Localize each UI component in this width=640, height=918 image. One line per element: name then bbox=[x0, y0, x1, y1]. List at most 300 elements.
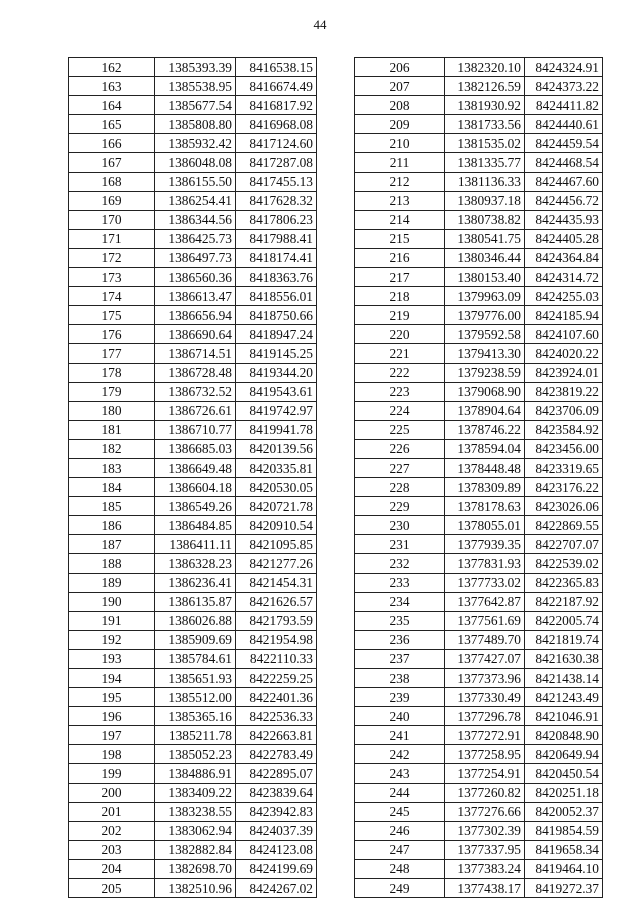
y-coordinate-cell: 8419344.20 bbox=[236, 363, 317, 382]
table-row bbox=[355, 611, 603, 630]
point-number-cell: 229 bbox=[355, 497, 445, 516]
table-row bbox=[355, 783, 603, 802]
y-coordinate-cell: 8423819.22 bbox=[525, 382, 603, 401]
x-coordinate-cell: 1378309.89 bbox=[445, 478, 525, 497]
table-row bbox=[69, 630, 317, 649]
x-coordinate-cell: 1379068.90 bbox=[445, 382, 525, 401]
point-number-cell: 238 bbox=[355, 669, 445, 688]
point-number-cell: 177 bbox=[69, 344, 155, 363]
x-coordinate-cell: 1380937.18 bbox=[445, 191, 525, 210]
x-coordinate-cell: 1381136.33 bbox=[445, 172, 525, 191]
table-row bbox=[355, 306, 603, 325]
x-coordinate-cell: 1380738.82 bbox=[445, 210, 525, 229]
y-coordinate-cell: 8421626.57 bbox=[236, 592, 317, 611]
point-number-cell: 221 bbox=[355, 344, 445, 363]
table-row bbox=[69, 191, 317, 210]
y-coordinate-cell: 8419854.59 bbox=[525, 821, 603, 840]
y-coordinate-cell: 8423319.65 bbox=[525, 458, 603, 477]
x-coordinate-cell: 1378178.63 bbox=[445, 497, 525, 516]
table-row bbox=[69, 478, 317, 497]
y-coordinate-cell: 8417455.13 bbox=[236, 172, 317, 191]
point-number-cell: 227 bbox=[355, 458, 445, 477]
y-coordinate-cell: 8419543.61 bbox=[236, 382, 317, 401]
table-row bbox=[69, 210, 317, 229]
y-coordinate-cell: 8423839.64 bbox=[236, 783, 317, 802]
x-coordinate-cell: 1386344.56 bbox=[155, 210, 236, 229]
point-number-cell: 166 bbox=[69, 134, 155, 153]
x-coordinate-cell: 1386656.94 bbox=[155, 306, 236, 325]
table-row bbox=[69, 669, 317, 688]
y-coordinate-cell: 8417287.08 bbox=[236, 153, 317, 172]
y-coordinate-cell: 8416817.92 bbox=[236, 96, 317, 115]
x-coordinate-cell: 1379592.58 bbox=[445, 325, 525, 344]
point-number-cell: 198 bbox=[69, 745, 155, 764]
y-coordinate-cell: 8420649.94 bbox=[525, 745, 603, 764]
point-number-cell: 179 bbox=[69, 382, 155, 401]
y-coordinate-cell: 8418750.66 bbox=[236, 306, 317, 325]
x-coordinate-cell: 1377296.78 bbox=[445, 707, 525, 726]
y-coordinate-cell: 8420530.05 bbox=[236, 478, 317, 497]
y-coordinate-cell: 8422895.07 bbox=[236, 764, 317, 783]
table-row bbox=[69, 802, 317, 821]
x-coordinate-cell: 1385211.78 bbox=[155, 726, 236, 745]
point-number-cell: 242 bbox=[355, 745, 445, 764]
point-number-cell: 171 bbox=[69, 229, 155, 248]
table-row bbox=[355, 134, 603, 153]
x-coordinate-cell: 1382510.96 bbox=[155, 879, 236, 898]
table-row bbox=[69, 879, 317, 898]
x-coordinate-cell: 1383409.22 bbox=[155, 783, 236, 802]
table-row bbox=[69, 840, 317, 859]
y-coordinate-cell: 8423706.09 bbox=[525, 401, 603, 420]
table-row bbox=[355, 478, 603, 497]
x-coordinate-cell: 1377642.87 bbox=[445, 592, 525, 611]
y-coordinate-cell: 8424185.94 bbox=[525, 306, 603, 325]
y-coordinate-cell: 8421277.26 bbox=[236, 554, 317, 573]
table-row bbox=[69, 306, 317, 325]
x-coordinate-cell: 1379413.30 bbox=[445, 344, 525, 363]
y-coordinate-cell: 8423176.22 bbox=[525, 478, 603, 497]
x-coordinate-cell: 1385512.00 bbox=[155, 688, 236, 707]
table-row bbox=[69, 401, 317, 420]
table-row bbox=[69, 153, 317, 172]
x-coordinate-cell: 1386026.88 bbox=[155, 611, 236, 630]
x-coordinate-cell: 1386714.51 bbox=[155, 344, 236, 363]
y-coordinate-cell: 8422005.74 bbox=[525, 611, 603, 630]
x-coordinate-cell: 1385932.42 bbox=[155, 134, 236, 153]
x-coordinate-cell: 1385677.54 bbox=[155, 96, 236, 115]
table-row bbox=[69, 96, 317, 115]
table-row bbox=[355, 554, 603, 573]
x-coordinate-cell: 1378594.04 bbox=[445, 439, 525, 458]
y-coordinate-cell: 8419272.37 bbox=[525, 879, 603, 898]
table-row bbox=[355, 325, 603, 344]
x-coordinate-cell: 1386411.11 bbox=[155, 535, 236, 554]
y-coordinate-cell: 8420335.81 bbox=[236, 458, 317, 477]
y-coordinate-cell: 8423584.92 bbox=[525, 420, 603, 439]
y-coordinate-cell: 8423456.00 bbox=[525, 439, 603, 458]
y-coordinate-cell: 8424435.93 bbox=[525, 210, 603, 229]
y-coordinate-cell: 8420139.56 bbox=[236, 439, 317, 458]
table-row bbox=[355, 859, 603, 878]
point-number-cell: 225 bbox=[355, 420, 445, 439]
x-coordinate-cell: 1385909.69 bbox=[155, 630, 236, 649]
point-number-cell: 237 bbox=[355, 649, 445, 668]
y-coordinate-cell: 8420910.54 bbox=[236, 516, 317, 535]
point-number-cell: 163 bbox=[69, 77, 155, 96]
point-number-cell: 183 bbox=[69, 458, 155, 477]
x-coordinate-cell: 1386604.18 bbox=[155, 478, 236, 497]
table-row bbox=[355, 688, 603, 707]
y-coordinate-cell: 8424373.22 bbox=[525, 77, 603, 96]
table-row bbox=[69, 458, 317, 477]
point-number-cell: 200 bbox=[69, 783, 155, 802]
x-coordinate-cell: 1381930.92 bbox=[445, 96, 525, 115]
y-coordinate-cell: 8420848.90 bbox=[525, 726, 603, 745]
point-number-cell: 189 bbox=[69, 573, 155, 592]
table-row bbox=[355, 573, 603, 592]
table-row bbox=[69, 172, 317, 191]
table-row bbox=[355, 764, 603, 783]
coordinates-table-right bbox=[354, 57, 603, 898]
y-coordinate-cell: 8422401.36 bbox=[236, 688, 317, 707]
table-row bbox=[69, 248, 317, 267]
y-coordinate-cell: 8419742.97 bbox=[236, 401, 317, 420]
point-number-cell: 176 bbox=[69, 325, 155, 344]
point-number-cell: 191 bbox=[69, 611, 155, 630]
point-number-cell: 203 bbox=[69, 840, 155, 859]
y-coordinate-cell: 8421630.38 bbox=[525, 649, 603, 668]
point-number-cell: 224 bbox=[355, 401, 445, 420]
table-row bbox=[355, 535, 603, 554]
table-row bbox=[355, 172, 603, 191]
y-coordinate-cell: 8423026.06 bbox=[525, 497, 603, 516]
y-coordinate-cell: 8421454.31 bbox=[236, 573, 317, 592]
point-number-cell: 185 bbox=[69, 497, 155, 516]
x-coordinate-cell: 1379776.00 bbox=[445, 306, 525, 325]
table-row bbox=[69, 726, 317, 745]
point-number-cell: 196 bbox=[69, 707, 155, 726]
y-coordinate-cell: 8418947.24 bbox=[236, 325, 317, 344]
y-coordinate-cell: 8416538.15 bbox=[236, 58, 317, 77]
y-coordinate-cell: 8424199.69 bbox=[236, 859, 317, 878]
point-number-cell: 167 bbox=[69, 153, 155, 172]
y-coordinate-cell: 8422707.07 bbox=[525, 535, 603, 554]
y-coordinate-cell: 8422539.02 bbox=[525, 554, 603, 573]
point-number-cell: 182 bbox=[69, 439, 155, 458]
x-coordinate-cell: 1386732.52 bbox=[155, 382, 236, 401]
y-coordinate-cell: 8422663.81 bbox=[236, 726, 317, 745]
table-row bbox=[355, 821, 603, 840]
point-number-cell: 202 bbox=[69, 821, 155, 840]
point-number-cell: 230 bbox=[355, 516, 445, 535]
x-coordinate-cell: 1381535.02 bbox=[445, 134, 525, 153]
table-row bbox=[69, 554, 317, 573]
point-number-cell: 213 bbox=[355, 191, 445, 210]
y-coordinate-cell: 8424324.91 bbox=[525, 58, 603, 77]
table-row bbox=[69, 344, 317, 363]
point-number-cell: 208 bbox=[355, 96, 445, 115]
table-row bbox=[355, 96, 603, 115]
x-coordinate-cell: 1386613.47 bbox=[155, 287, 236, 306]
table-row bbox=[355, 210, 603, 229]
x-coordinate-cell: 1377383.24 bbox=[445, 859, 525, 878]
table-row bbox=[355, 229, 603, 248]
point-number-cell: 210 bbox=[355, 134, 445, 153]
x-coordinate-cell: 1377427.07 bbox=[445, 649, 525, 668]
x-coordinate-cell: 1379963.09 bbox=[445, 287, 525, 306]
x-coordinate-cell: 1382698.70 bbox=[155, 859, 236, 878]
point-number-cell: 226 bbox=[355, 439, 445, 458]
table-row bbox=[355, 420, 603, 439]
y-coordinate-cell: 8421438.14 bbox=[525, 669, 603, 688]
table-row bbox=[69, 439, 317, 458]
point-number-cell: 211 bbox=[355, 153, 445, 172]
table-row bbox=[355, 592, 603, 611]
x-coordinate-cell: 1382320.10 bbox=[445, 58, 525, 77]
table-row bbox=[355, 630, 603, 649]
x-coordinate-cell: 1377438.17 bbox=[445, 879, 525, 898]
point-number-cell: 169 bbox=[69, 191, 155, 210]
y-coordinate-cell: 8424459.54 bbox=[525, 134, 603, 153]
y-coordinate-cell: 8423924.01 bbox=[525, 363, 603, 382]
y-coordinate-cell: 8420251.18 bbox=[525, 783, 603, 802]
x-coordinate-cell: 1377330.49 bbox=[445, 688, 525, 707]
point-number-cell: 193 bbox=[69, 649, 155, 668]
x-coordinate-cell: 1377276.66 bbox=[445, 802, 525, 821]
y-coordinate-cell: 8424411.82 bbox=[525, 96, 603, 115]
y-coordinate-cell: 8424456.72 bbox=[525, 191, 603, 210]
y-coordinate-cell: 8422110.33 bbox=[236, 649, 317, 668]
table-row bbox=[355, 153, 603, 172]
point-number-cell: 162 bbox=[69, 58, 155, 77]
x-coordinate-cell: 1378904.64 bbox=[445, 401, 525, 420]
y-coordinate-cell: 8420450.54 bbox=[525, 764, 603, 783]
x-coordinate-cell: 1379238.59 bbox=[445, 363, 525, 382]
x-coordinate-cell: 1386560.36 bbox=[155, 268, 236, 287]
y-coordinate-cell: 8424314.72 bbox=[525, 268, 603, 287]
y-coordinate-cell: 8417124.60 bbox=[236, 134, 317, 153]
table-row bbox=[355, 191, 603, 210]
y-coordinate-cell: 8418174.41 bbox=[236, 248, 317, 267]
point-number-cell: 172 bbox=[69, 248, 155, 267]
y-coordinate-cell: 8423942.83 bbox=[236, 802, 317, 821]
point-number-cell: 207 bbox=[355, 77, 445, 96]
y-coordinate-cell: 8424123.08 bbox=[236, 840, 317, 859]
y-coordinate-cell: 8422869.55 bbox=[525, 516, 603, 535]
x-coordinate-cell: 1382882.84 bbox=[155, 840, 236, 859]
point-number-cell: 186 bbox=[69, 516, 155, 535]
x-coordinate-cell: 1386710.77 bbox=[155, 420, 236, 439]
point-number-cell: 188 bbox=[69, 554, 155, 573]
point-number-cell: 195 bbox=[69, 688, 155, 707]
x-coordinate-cell: 1385808.80 bbox=[155, 115, 236, 134]
x-coordinate-cell: 1378746.22 bbox=[445, 420, 525, 439]
point-number-cell: 174 bbox=[69, 287, 155, 306]
table-row bbox=[69, 859, 317, 878]
point-number-cell: 236 bbox=[355, 630, 445, 649]
table-row bbox=[69, 783, 317, 802]
table-row bbox=[69, 707, 317, 726]
x-coordinate-cell: 1377272.91 bbox=[445, 726, 525, 745]
x-coordinate-cell: 1386649.48 bbox=[155, 458, 236, 477]
table-row bbox=[355, 77, 603, 96]
y-coordinate-cell: 8420052.37 bbox=[525, 802, 603, 821]
y-coordinate-cell: 8424364.84 bbox=[525, 248, 603, 267]
point-number-cell: 232 bbox=[355, 554, 445, 573]
y-coordinate-cell: 8422259.25 bbox=[236, 669, 317, 688]
x-coordinate-cell: 1386328.23 bbox=[155, 554, 236, 573]
table-row bbox=[355, 840, 603, 859]
x-coordinate-cell: 1386236.41 bbox=[155, 573, 236, 592]
y-coordinate-cell: 8424020.22 bbox=[525, 344, 603, 363]
y-coordinate-cell: 8419464.10 bbox=[525, 859, 603, 878]
point-number-cell: 243 bbox=[355, 764, 445, 783]
point-number-cell: 228 bbox=[355, 478, 445, 497]
table-row bbox=[355, 726, 603, 745]
y-coordinate-cell: 8422365.83 bbox=[525, 573, 603, 592]
y-coordinate-cell: 8416968.08 bbox=[236, 115, 317, 134]
table-row bbox=[355, 439, 603, 458]
y-coordinate-cell: 8424037.39 bbox=[236, 821, 317, 840]
point-number-cell: 216 bbox=[355, 248, 445, 267]
x-coordinate-cell: 1381733.56 bbox=[445, 115, 525, 134]
x-coordinate-cell: 1386484.85 bbox=[155, 516, 236, 535]
point-number-cell: 178 bbox=[69, 363, 155, 382]
table-row bbox=[355, 516, 603, 535]
page-number: 44 bbox=[313, 17, 327, 32]
table-row bbox=[355, 344, 603, 363]
y-coordinate-cell: 8422783.49 bbox=[236, 745, 317, 764]
x-coordinate-cell: 1386497.73 bbox=[155, 248, 236, 267]
table-row bbox=[355, 363, 603, 382]
point-number-cell: 239 bbox=[355, 688, 445, 707]
x-coordinate-cell: 1377260.82 bbox=[445, 783, 525, 802]
table-row bbox=[355, 802, 603, 821]
y-coordinate-cell: 8424255.03 bbox=[525, 287, 603, 306]
point-number-cell: 244 bbox=[355, 783, 445, 802]
x-coordinate-cell: 1385538.95 bbox=[155, 77, 236, 96]
y-coordinate-cell: 8422536.33 bbox=[236, 707, 317, 726]
point-number-cell: 240 bbox=[355, 707, 445, 726]
point-number-cell: 165 bbox=[69, 115, 155, 134]
x-coordinate-cell: 1386425.73 bbox=[155, 229, 236, 248]
table-row bbox=[69, 592, 317, 611]
point-number-cell: 173 bbox=[69, 268, 155, 287]
x-coordinate-cell: 1377337.95 bbox=[445, 840, 525, 859]
y-coordinate-cell: 8424107.60 bbox=[525, 325, 603, 344]
point-number-cell: 199 bbox=[69, 764, 155, 783]
table-row bbox=[355, 707, 603, 726]
x-coordinate-cell: 1377831.93 bbox=[445, 554, 525, 573]
x-coordinate-cell: 1380346.44 bbox=[445, 248, 525, 267]
table-row bbox=[69, 58, 317, 77]
y-coordinate-cell: 8417988.41 bbox=[236, 229, 317, 248]
point-number-cell: 218 bbox=[355, 287, 445, 306]
table-row bbox=[69, 516, 317, 535]
x-coordinate-cell: 1386728.48 bbox=[155, 363, 236, 382]
table-row bbox=[355, 745, 603, 764]
x-coordinate-cell: 1386135.87 bbox=[155, 592, 236, 611]
x-coordinate-cell: 1383062.94 bbox=[155, 821, 236, 840]
coordinates-table-left bbox=[68, 57, 317, 898]
table-row bbox=[69, 764, 317, 783]
point-number-cell: 181 bbox=[69, 420, 155, 439]
x-coordinate-cell: 1377254.91 bbox=[445, 764, 525, 783]
x-coordinate-cell: 1382126.59 bbox=[445, 77, 525, 96]
y-coordinate-cell: 8421954.98 bbox=[236, 630, 317, 649]
x-coordinate-cell: 1386254.41 bbox=[155, 191, 236, 210]
table-row bbox=[69, 745, 317, 764]
x-coordinate-cell: 1377561.69 bbox=[445, 611, 525, 630]
x-coordinate-cell: 1386155.50 bbox=[155, 172, 236, 191]
y-coordinate-cell: 8420721.78 bbox=[236, 497, 317, 516]
x-coordinate-cell: 1381335.77 bbox=[445, 153, 525, 172]
y-coordinate-cell: 8424405.28 bbox=[525, 229, 603, 248]
table-row bbox=[355, 497, 603, 516]
x-coordinate-cell: 1385784.61 bbox=[155, 649, 236, 668]
point-number-cell: 215 bbox=[355, 229, 445, 248]
y-coordinate-cell: 8421819.74 bbox=[525, 630, 603, 649]
x-coordinate-cell: 1378055.01 bbox=[445, 516, 525, 535]
x-coordinate-cell: 1386549.26 bbox=[155, 497, 236, 516]
y-coordinate-cell: 8417806.23 bbox=[236, 210, 317, 229]
y-coordinate-cell: 8419145.25 bbox=[236, 344, 317, 363]
x-coordinate-cell: 1378448.48 bbox=[445, 458, 525, 477]
point-number-cell: 206 bbox=[355, 58, 445, 77]
point-number-cell: 184 bbox=[69, 478, 155, 497]
table-row bbox=[69, 287, 317, 306]
point-number-cell: 201 bbox=[69, 802, 155, 821]
table-row bbox=[69, 134, 317, 153]
x-coordinate-cell: 1385393.39 bbox=[155, 58, 236, 77]
table-row bbox=[69, 77, 317, 96]
point-number-cell: 222 bbox=[355, 363, 445, 382]
point-number-cell: 168 bbox=[69, 172, 155, 191]
table-row bbox=[69, 325, 317, 344]
point-number-cell: 175 bbox=[69, 306, 155, 325]
y-coordinate-cell: 8421046.91 bbox=[525, 707, 603, 726]
y-coordinate-cell: 8421793.59 bbox=[236, 611, 317, 630]
point-number-cell: 192 bbox=[69, 630, 155, 649]
point-number-cell: 212 bbox=[355, 172, 445, 191]
point-number-cell: 214 bbox=[355, 210, 445, 229]
point-number-cell: 231 bbox=[355, 535, 445, 554]
table-row bbox=[69, 611, 317, 630]
point-number-cell: 246 bbox=[355, 821, 445, 840]
x-coordinate-cell: 1386048.08 bbox=[155, 153, 236, 172]
table-row bbox=[69, 535, 317, 554]
y-coordinate-cell: 8417628.32 bbox=[236, 191, 317, 210]
point-number-cell: 187 bbox=[69, 535, 155, 554]
y-coordinate-cell: 8419658.34 bbox=[525, 840, 603, 859]
table-row bbox=[69, 229, 317, 248]
table-row bbox=[355, 879, 603, 898]
point-number-cell: 245 bbox=[355, 802, 445, 821]
table-row bbox=[355, 382, 603, 401]
point-number-cell: 234 bbox=[355, 592, 445, 611]
x-coordinate-cell: 1385052.23 bbox=[155, 745, 236, 764]
point-number-cell: 190 bbox=[69, 592, 155, 611]
y-coordinate-cell: 8416674.49 bbox=[236, 77, 317, 96]
point-number-cell: 241 bbox=[355, 726, 445, 745]
x-coordinate-cell: 1384886.91 bbox=[155, 764, 236, 783]
table-row bbox=[355, 649, 603, 668]
point-number-cell: 248 bbox=[355, 859, 445, 878]
table-row bbox=[355, 287, 603, 306]
y-coordinate-cell: 8421243.49 bbox=[525, 688, 603, 707]
point-number-cell: 209 bbox=[355, 115, 445, 134]
